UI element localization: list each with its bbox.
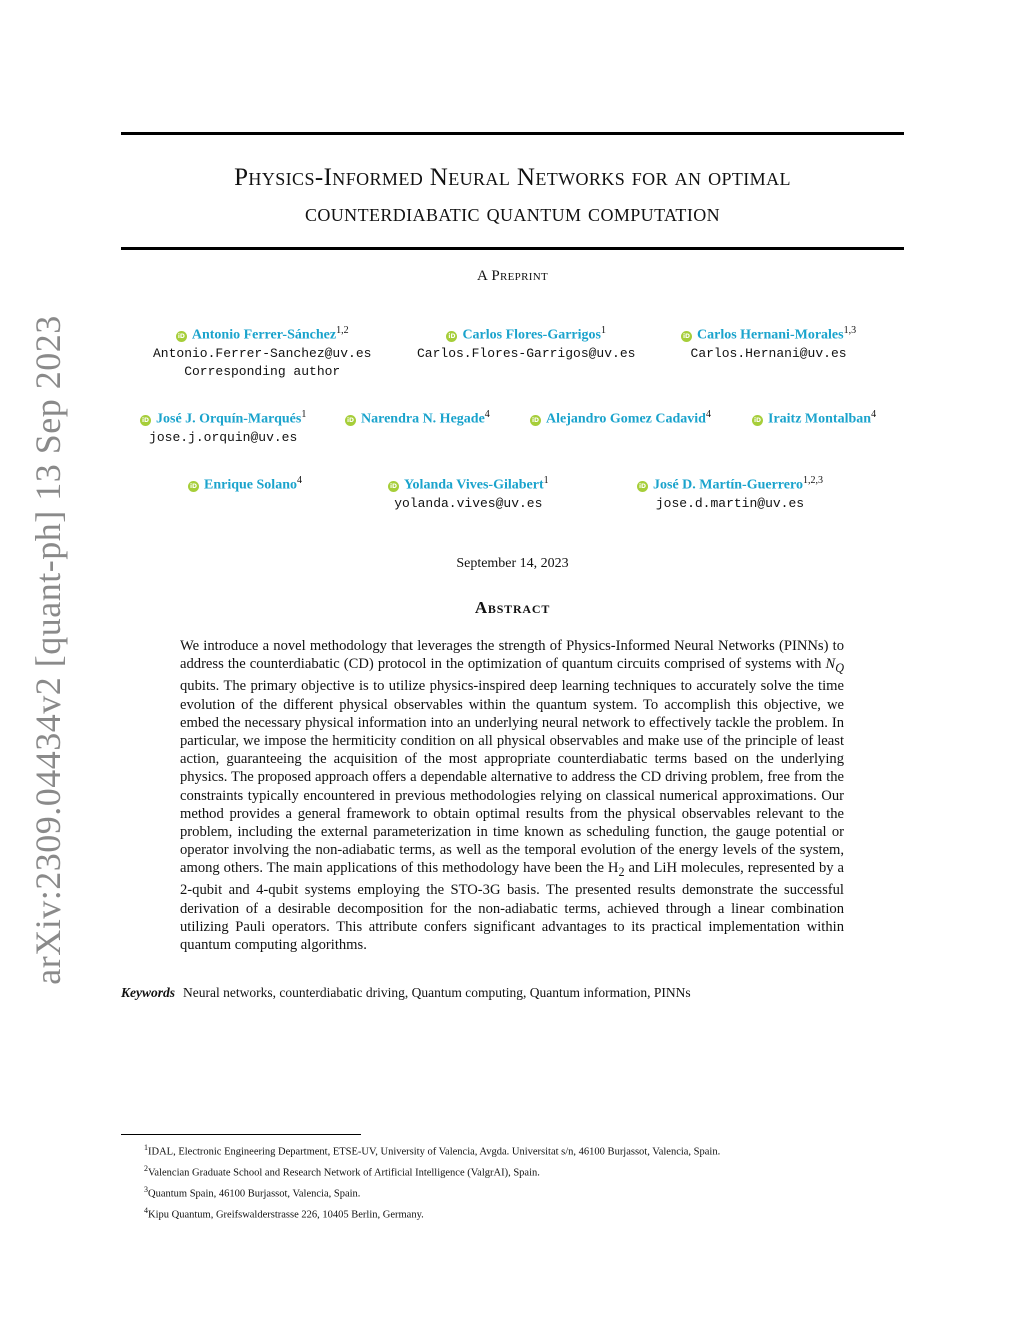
orcid-icon[interactable]: iD xyxy=(141,416,150,424)
author-block xyxy=(530,406,711,429)
author-block xyxy=(140,406,306,447)
footnote: $^3$Quantum Spain, 46100 Burjassot, Valencia, Spain. xyxy=(144,1185,361,1200)
corresponding-author-note: Corresponding author xyxy=(184,363,341,379)
title-line-2: counterdiabatic quantum computation xyxy=(304,200,721,227)
abstract-body: We introduce a novel methodology that leverages the strength of Physics-Informed Neural Networks (PINNs) to address the counterdiabatic (CD) protocol in the optimization of quantum circuits comprised of systems with $N_Q$ qubits. The primary objective is to utilize physics-inspired deep learning techniques to accurately solve the time evolution of the different physical observables within the quantum system. To accomplish this objective, we embed the necessary physical information into an underlying neural network to effectively tackle the problem. In particular, we impose the hermiticity condition on all physical observables and make use of the principle of least action, guaranteeing the acquisition of the most appropriate counterdiabatic terms based on the underlying physics. The proposed approach offers a dependable alternative to address the CD driving problem, free from the constraints typically encountered in previous methodologies relying on classical numerical approximations. Our method provides a general framework to obtain optimal results from the physical observables relevant to the problem, including the external parameterization in time known as scheduling function, the gauge potential or operator involving the non-adiabatic terms, as well as the temporal evolution of the energy levels of the system, among others. The main applications of this methodology have been the $H_2$ and LiH molecules, represented by a 2-qubit and 4-qubit systems employing the STO-3G basis. The presented results demonstrate the successful derivation of a desirable decomposition for the non-adiabatic terms, achieved through a linear combination utilizing Pauli operators. This attribute confers significant advantages to its practical implementation within quantum computing algorithms. xyxy=(180,638,844,954)
paper-title xyxy=(121,160,904,232)
footnotes xyxy=(144,1140,904,1224)
author-email[interactable]: yolanda.vives@uv.es xyxy=(394,495,543,511)
author-name[interactable]: iD Narendra N. Hegade$^4$ xyxy=(346,409,490,427)
author-email[interactable]: Carlos.Flores-Garrigos@uv.es xyxy=(417,345,636,361)
keywords-label: Keywords xyxy=(121,985,175,1000)
title-bottom-rule xyxy=(121,247,904,250)
abstract-heading: Abstract xyxy=(474,598,551,617)
author-name[interactable]: iD Carlos Hernani-Morales$^{1,3}$ xyxy=(682,325,857,343)
author-block xyxy=(417,322,635,363)
title-top-rule xyxy=(121,132,904,135)
orcid-icon[interactable]: iD xyxy=(682,332,691,340)
orcid-icon[interactable]: iD xyxy=(638,482,647,490)
author-name[interactable]: iD Enrique Solano$^4$ xyxy=(189,475,302,493)
footnote-rule xyxy=(121,1134,361,1135)
nq-symbol: $N_Q$ xyxy=(825,656,844,676)
author-name[interactable]: iD José J. Orquín-Marqués$^1$ xyxy=(141,409,307,427)
author-block xyxy=(345,406,490,429)
orcid-icon[interactable]: iD xyxy=(189,482,198,490)
author-block xyxy=(637,472,823,513)
keywords-line xyxy=(121,985,904,1001)
orcid-icon[interactable]: iD xyxy=(389,482,398,490)
publication-date: September 14, 2023 xyxy=(456,556,569,571)
preprint-label: A Preprint xyxy=(477,268,548,284)
author-name[interactable]: iD José D. Martín-Guerrero$^{1,2,3}$ xyxy=(638,475,823,493)
orcid-icon[interactable]: iD xyxy=(177,332,185,340)
author-email[interactable]: jose.j.orquin@uv.es xyxy=(149,429,298,445)
author-email[interactable]: Carlos.Hernani@uv.es xyxy=(690,345,847,361)
author-block xyxy=(681,322,856,363)
author-email[interactable]: Antonio.Ferrer-Sanchez@uv.es xyxy=(153,345,372,361)
orcid-icon[interactable]: iD xyxy=(531,416,540,424)
keywords-text: Neural networks, counterdiabatic driving, Quantum computing, Quantum information, PINNs xyxy=(183,985,691,1000)
author-block xyxy=(388,472,549,513)
footnote: $^2$Valencian Graduate School and Research Network of Artificial Intelligence (ValgrAI), Spain. xyxy=(144,1164,540,1179)
author-name[interactable]: iD Iraitz Montalban$^4$ xyxy=(753,409,877,427)
author-block xyxy=(188,472,302,495)
orcid-icon[interactable]: iD xyxy=(448,332,456,340)
h2-formula: $H_2$ xyxy=(607,860,625,880)
author-name[interactable]: iD Antonio Ferrer-Sánchez$^{1,2}$ xyxy=(177,325,349,343)
orcid-icon[interactable]: iD xyxy=(753,416,762,424)
author-email[interactable]: jose.d.martin@uv.es xyxy=(655,495,805,511)
title-line-1: Physics-Informed Neural Networks for an optimal xyxy=(234,164,791,191)
author-block xyxy=(153,322,371,381)
arxiv-side-stamp: arXiv:2309.04434v2 [quant-ph] 13 Sep 2023 xyxy=(28,315,68,985)
footnote: $^1$IDAL, Electronic Engineering Department, ETSE-UV, University of Valencia, Avgda. Universitat s/n, 46100 Burjassot, Valencia, Spain. xyxy=(144,1143,721,1158)
author-name[interactable]: iD Yolanda Vives-Gilabert$^1$ xyxy=(389,475,549,493)
author-name[interactable]: iD Carlos Flores-Garrigos$^1$ xyxy=(448,325,606,343)
author-block xyxy=(752,406,876,429)
author-name[interactable]: iD Alejandro Gomez Cadavid$^4$ xyxy=(531,409,711,427)
orcid-icon[interactable]: iD xyxy=(346,416,355,424)
footnote: $^4$Kipu Quantum, Greifswalderstrasse 226, 10405 Berlin, Germany. xyxy=(144,1206,424,1221)
